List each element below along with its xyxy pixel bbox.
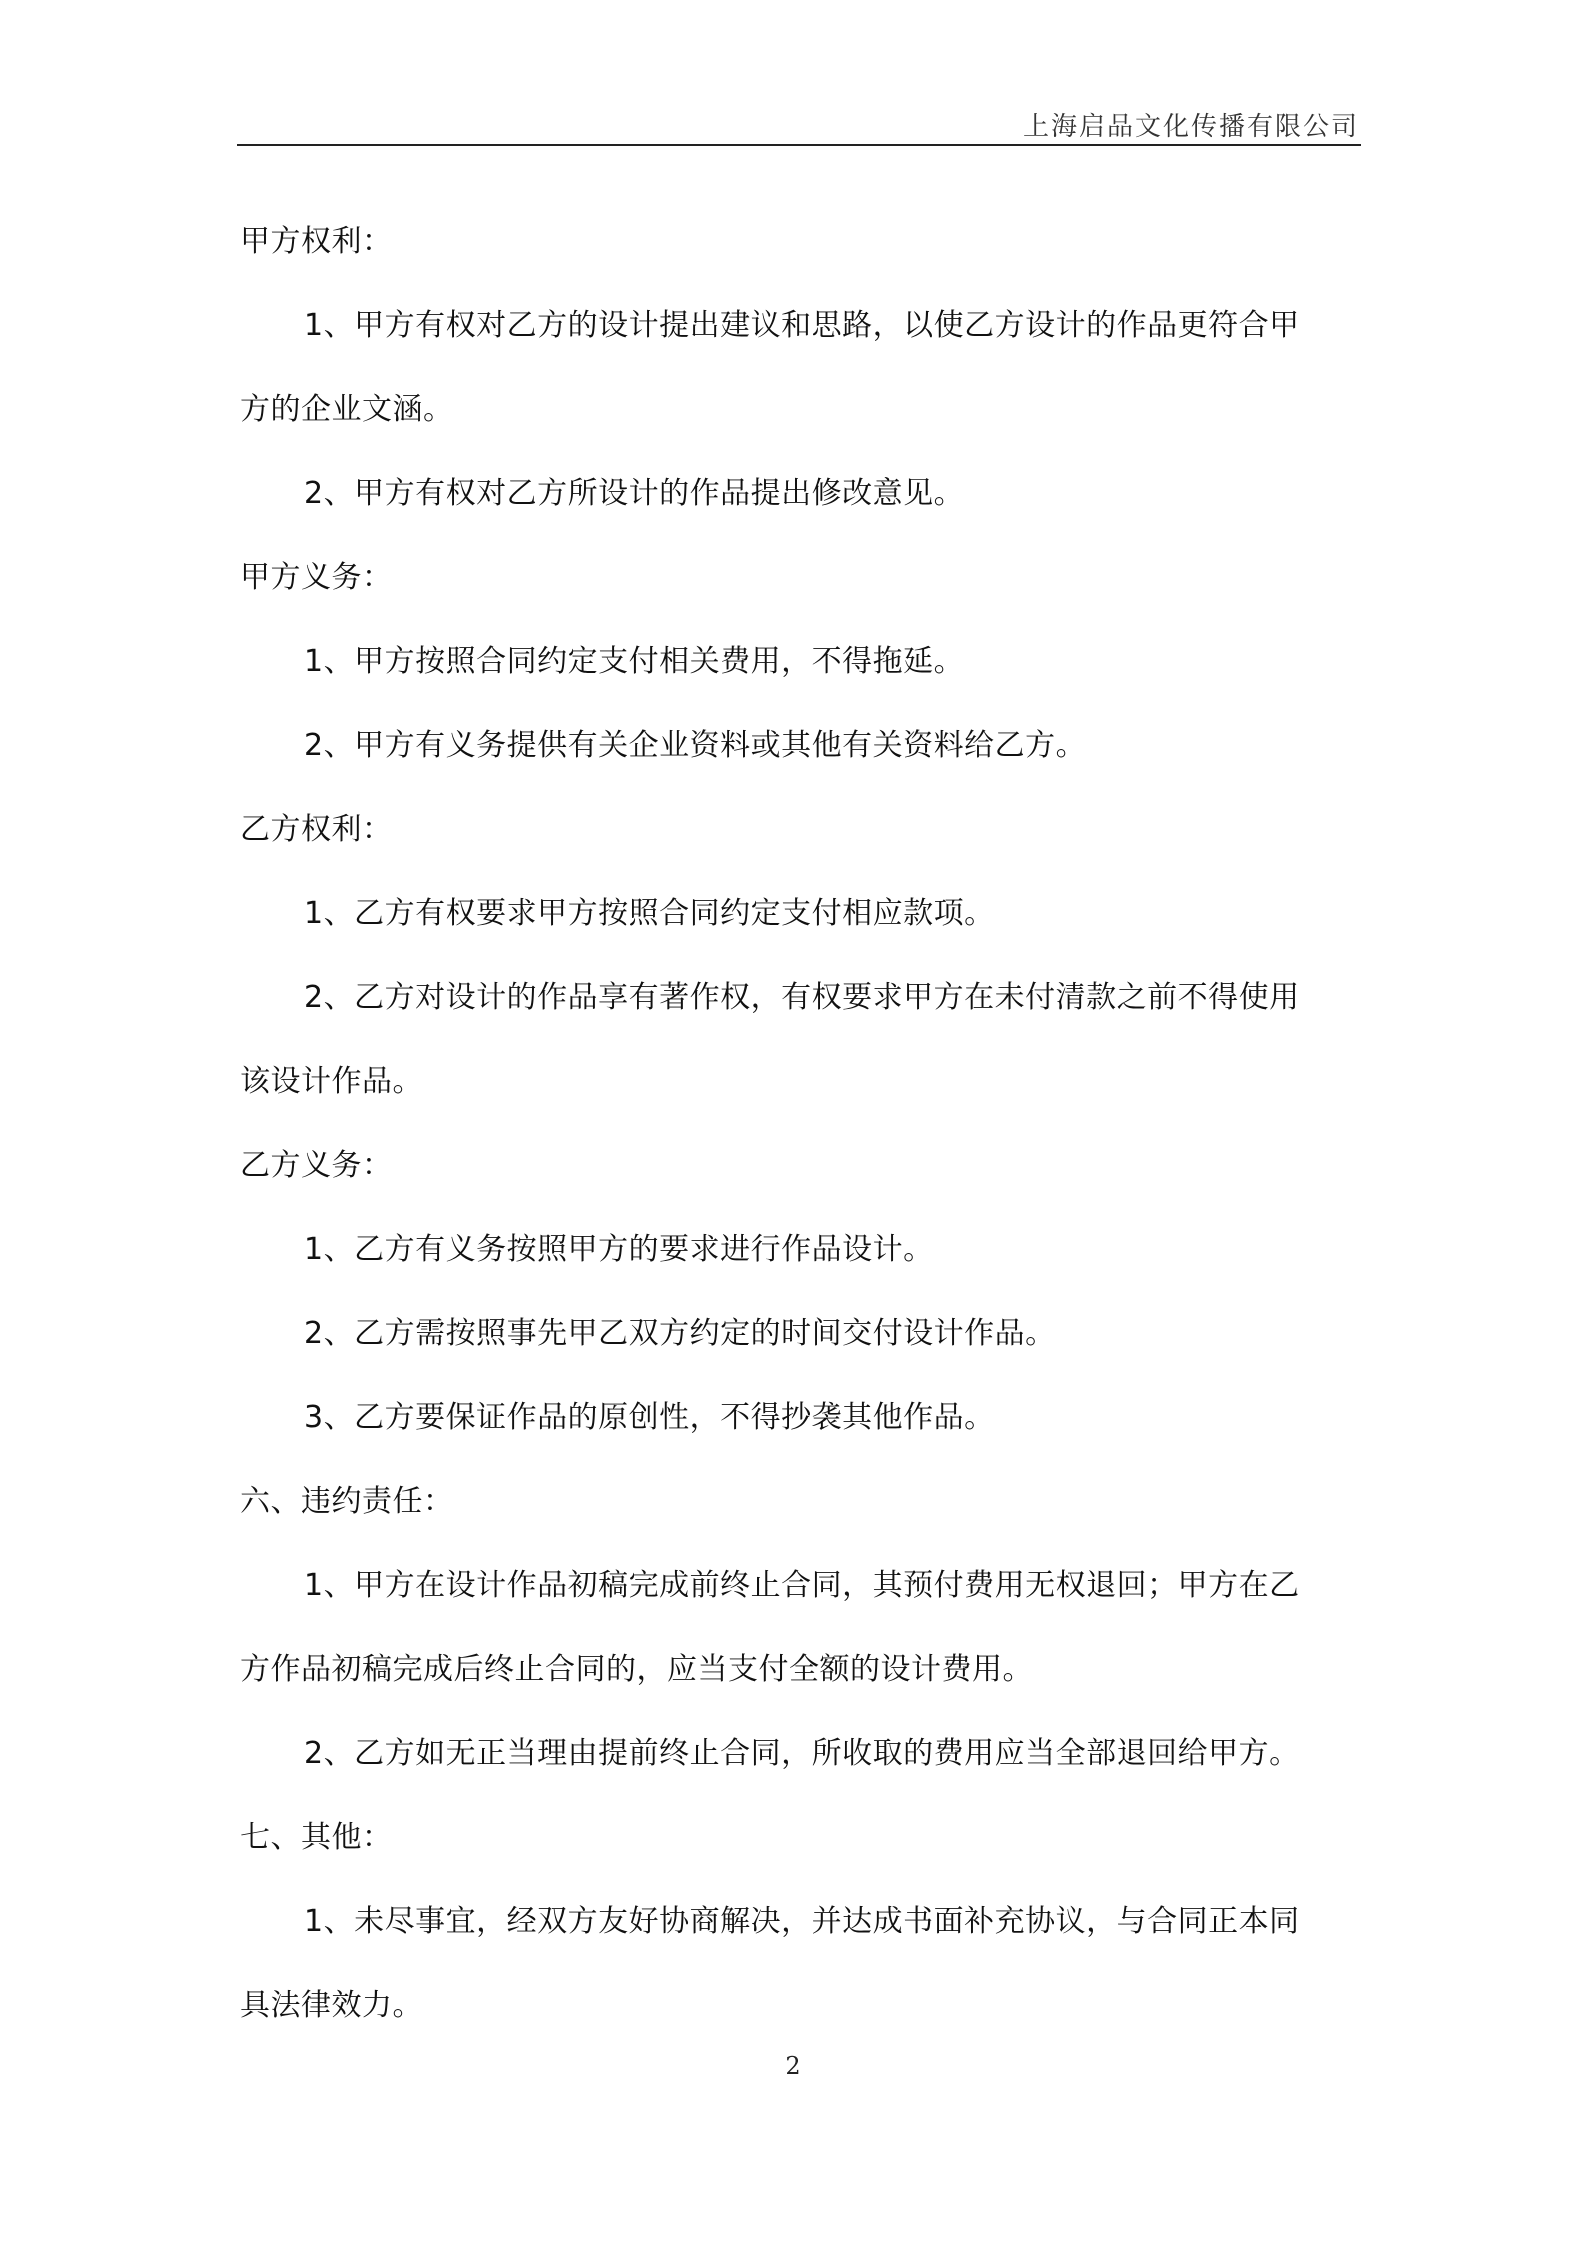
section-heading: 甲方权利： [240, 224, 393, 259]
paragraph-line: 2、乙方对设计的作品享有著作权，有权要求甲方在未付清款之前不得使用 [304, 980, 1300, 1015]
section-heading: 乙方义务： [240, 1148, 393, 1183]
paragraph-line: 1、乙方有权要求甲方按照合同约定支付相应款项。 [304, 896, 995, 931]
paragraph-line: 2、乙方需按照事先甲乙双方约定的时间交付设计作品。 [304, 1316, 1056, 1351]
paragraph-line: 2、甲方有义务提供有关企业资料或其他有关资料给乙方。 [304, 728, 1087, 763]
paragraph-line: 2、乙方如无正当理由提前终止合同，所收取的费用应当全部退回给甲方。 [304, 1736, 1300, 1771]
section-heading: 七、其他： [240, 1820, 393, 1855]
section-heading: 甲方义务： [240, 560, 393, 595]
header-company-name: 上海启品文化传播有限公司 [1022, 112, 1359, 142]
paragraph-line: 1、乙方有义务按照甲方的要求进行作品设计。 [304, 1232, 934, 1267]
paragraph-line: 该设计作品。 [240, 1064, 423, 1099]
paragraph-line: 具法律效力。 [240, 1988, 423, 2023]
document-body [240, 200, 1360, 2048]
page-header [237, 100, 1361, 146]
section-heading: 六、违约责任： [240, 1484, 454, 1519]
paragraph-line: 1、甲方在设计作品初稿完成前终止合同，其预付费用无权退回；甲方在乙 [304, 1568, 1300, 1603]
paragraph-line: 1、未尽事宜，经双方友好协商解决，并达成书面补充协议，与合同正本同 [304, 1904, 1300, 1939]
paragraph-line: 2、甲方有权对乙方所设计的作品提出修改意见。 [304, 476, 965, 511]
section-heading: 乙方权利： [240, 812, 393, 847]
paragraph-line: 1、甲方按照合同约定支付相关费用，不得拖延。 [304, 644, 965, 679]
paragraph-line: 方作品初稿完成后终止合同的，应当支付全额的设计费用。 [240, 1652, 1033, 1687]
paragraph-line: 1、甲方有权对乙方的设计提出建议和思路，以使乙方设计的作品更符合甲 [304, 308, 1300, 343]
page-number: 2 [785, 2052, 801, 2080]
paragraph-line: 3、乙方要保证作品的原创性，不得抄袭其他作品。 [304, 1400, 995, 1435]
paragraph-line: 方的企业文涵。 [240, 392, 454, 427]
